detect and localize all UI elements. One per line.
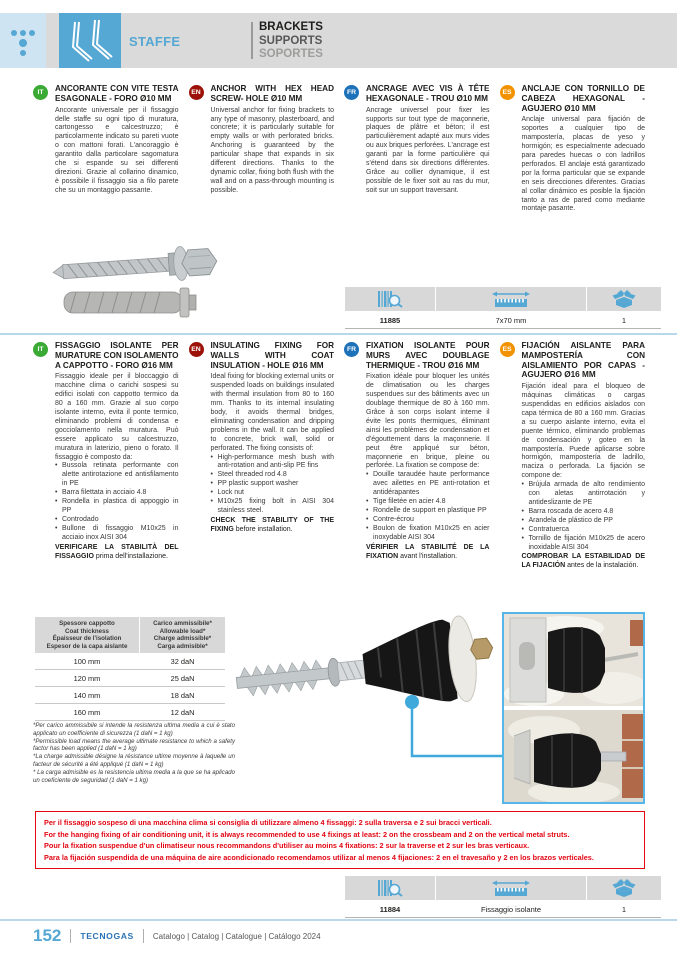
brand-logo-text: TECNOGAS xyxy=(80,931,134,941)
bullet-item: • Steel threaded rod 4.8 xyxy=(211,471,335,480)
product1-col-fr xyxy=(344,84,490,214)
warning-line: Para la fijación suspendida de una máquina de aire acondicionado recomendamos utilizar al menos 4 fijaciones: 2 en el travesaño y 2 en los brazos verticales. xyxy=(44,852,594,862)
section-divider xyxy=(0,333,677,335)
header-line: Espesor de la capa aislante xyxy=(46,642,128,650)
product2-title-it: FISSAGGIO ISOLANTE PER MURATURE CON ISOLAMENTO A CAPPOTTO - FORO Ø16 MM xyxy=(55,341,179,370)
product2-descriptions xyxy=(33,341,645,571)
product1-body-es: Anclaje universal para fijación de soportes a cualquier tipo de mampostería, placas de yeso y hormigón; es especialmente adecuado para paredes huecas o con ladrillos perforados. El anclaje está garantizado por la forma particular que se expande en seis direcciones diferentes. Gracias al collar dinámico es posible la fijación tanto a ras de pared como mediante montaje pasante. xyxy=(521,116,645,213)
package-icon xyxy=(587,876,661,900)
product1-size: 7x70 mm xyxy=(495,315,527,325)
footnote: *La charge admissible désigne la résistance ultime moyenne à laquelle un facteur de sécurité a été appliqué (1 daN = 1 kg) xyxy=(33,753,235,768)
installation-photos-box xyxy=(502,612,645,804)
product1-title-en: ANCHOR WITH HEX HEAD SCREW- HOLE Ø10 MM xyxy=(210,84,334,103)
load-table-row: 100 mm 32 daN xyxy=(35,653,225,670)
product2-bullets-it xyxy=(55,462,179,542)
footnote: *Per carico ammissibile si intende la resistenza ultima media a cui è stato applicato un coefficiente di sicurezza (1 daN = 1 kg) xyxy=(33,722,235,737)
load-table-footnotes xyxy=(33,722,235,784)
lang-badge-es: ES xyxy=(500,85,515,100)
bullet-item: • Barra roscada de acero 4.8 xyxy=(522,508,646,517)
warning-line: For the hanging fixing of air conditioning unit, it is always recommended to use 4 fixings at least: 2 on the crossbeam and 2 on the vertical metal struts. xyxy=(44,829,570,839)
bullet-item: • Tornillo de fijación M10x25 de acero inoxidable AISI 304 xyxy=(522,535,646,553)
dimensions-icon xyxy=(436,287,586,311)
bullet-item: • Bussola retinata performante con alette antirotazione ed antisfilamento in PE xyxy=(55,462,179,489)
bullet-item: • M10x25 fixing bolt in AISI 304 stainless steel. xyxy=(211,498,335,516)
barcode-icon xyxy=(345,876,435,900)
product1-descriptions xyxy=(33,84,645,214)
load-table-row: 140 mm 18 daN xyxy=(35,687,225,704)
header-line: Épaisseur de l'isolation xyxy=(52,635,122,643)
load-table-header-thickness xyxy=(35,617,139,653)
installation-photo-1 xyxy=(504,614,643,707)
load-table-header-load xyxy=(140,617,225,653)
product2-article-table xyxy=(345,876,661,918)
section-titles xyxy=(259,21,323,62)
product1-title-fr: ANCRAGE AVEC VIS À TÊTE HEXAGONALE - TROU Ø10 MM xyxy=(366,84,490,103)
product1-qty: 1 xyxy=(621,315,627,325)
bullet-item: • High-performance mesh bush with anti-rotation and anti-slip PE fins xyxy=(211,454,335,472)
product2-title-es: FIJACIÓN AISLANTE PARA MAMPOSTERÍA CON AISLAMIENTO POR CAPAS - AGUJERO Ø16 MM xyxy=(521,341,645,380)
footer-separator xyxy=(143,929,144,943)
header-line: Allowable load* xyxy=(159,627,206,635)
bullet-item: • Rondella in plastica di appoggio in PP xyxy=(55,498,179,516)
footer-catalog-text: Catalogo | Catalog | Catalogue | Catálogo 2024 xyxy=(152,931,321,941)
bullet-item: • Barra filettata in acciaio 4.8 xyxy=(55,489,179,498)
lang-badge-en: EN xyxy=(189,342,204,357)
footnote: * La carga admisible es la resistencia ultima media a la que se ha aplicado un coeficiente de seguridad (1 daN = 1 kg) xyxy=(33,768,235,784)
product2-bullets-es xyxy=(522,481,646,552)
callout-connector xyxy=(404,694,508,764)
header-line: Carga admisible* xyxy=(157,642,208,650)
bullet-item: • Tige filetée en acier 4.8 xyxy=(366,498,490,507)
footer-separator xyxy=(70,929,71,943)
header-line: Carico ammissibile* xyxy=(153,620,212,627)
page-number: 152 xyxy=(33,926,62,945)
product2-intro-it: Fissaggio ideale per il bloccaggio di macchine clima o carichi sospesi su edifici isolati con cappotto termico da 80 a 160 mm. Grazie al suo corpo isolante interno, evita il ponte termico, eliminando problemi di condensa e gocciolamento nella muratura. Può essere applicato su calcestruzzo, muratura in laterizio, pieno o forato. Il fissaggio è composto da: xyxy=(55,373,179,461)
product2-qty: 1 xyxy=(621,904,627,914)
header-band xyxy=(0,13,677,68)
footer-divider xyxy=(0,919,677,921)
product2-title-fr: FIXATION ISOLANTE POUR MURS AVEC DOUBLAGE THERMIQUE - TROU Ø16 MM xyxy=(366,341,490,370)
warning-line: Pour la fixation suspendue d'un climatiseur nous recommandons d'utiliser au moins 4 fixations: 2 sur la traverse et 2 sur les bras verticaux. xyxy=(44,841,530,850)
bullet-item: • Lock nut xyxy=(211,489,335,498)
product2-check-en: CHECK THE STABILITY OF THE FIXING before installation. xyxy=(210,516,334,533)
lang-badge-en: EN xyxy=(189,85,204,100)
header-line: Charge admissible* xyxy=(153,635,212,643)
product2-col-en xyxy=(189,341,335,571)
product2-bullets-en xyxy=(211,454,335,516)
brackets-icon xyxy=(59,13,121,68)
bullet-item: • Contratuerca xyxy=(522,526,646,535)
product1-photo-anchor-screw xyxy=(50,222,245,322)
product1-col-en xyxy=(189,84,335,214)
page-footer xyxy=(33,927,321,945)
warning-line: Per il fissaggio sospeso di una macchina clima si consiglia di utilizzare almeno 4 fissaggi: 2 sulla traversa e 2 sui bracci verticali. xyxy=(44,818,492,827)
lang-badge-fr: FR xyxy=(344,85,359,100)
product2-intro-en: Ideal fixing for blocking external units or suspended loads on buildings insulated with thermal insulation from 80 to 160 mm. Thanks to its internal insulating body, it avoids thermal bridges, eliminating condensation and dripping problems in the wall. It can be applied to concrete, brick wall, solid or perforated. The fixing consists of: xyxy=(210,373,334,452)
product2-size: Fissaggio isolante xyxy=(480,904,542,914)
section-title-es: SOPORTES xyxy=(259,48,323,60)
product1-col-it xyxy=(33,84,179,214)
bullet-item: • Brújula armada de alto rendimiento con aletas antirrotación y antideslizante de PE xyxy=(522,481,646,508)
bullet-item: • Rondelle de support en plastique PP xyxy=(366,507,490,516)
footnote: *Permissible load means the average ultimate resistance to which a safety factor has been applied (1 daN = 1 kg) xyxy=(33,737,235,753)
lang-badge-it: IT xyxy=(33,85,48,100)
product1-body-fr: Ancrage universel pour fixer les supports sur tout type de maçonnerie, plaques de plâtre et béton; il est particulièrement adapté aux murs vides ou aux briques perforées. L'ancrage est garanti par la forme particulière qui s'étend dans six directions différentes. Grâce au collier dynamique, il est possible de le fixer soit au ras du mur, soit sur un support traversant. xyxy=(366,106,490,194)
bullet-item: • PP plastic support washer xyxy=(211,480,335,489)
product2-check-it: VERIFICARE LA STABILITÀ DEL FISSAGGIO prima dell'installazione. xyxy=(55,543,179,560)
product2-col-it xyxy=(33,341,179,571)
warning-box xyxy=(35,811,645,869)
product2-code: 11884 xyxy=(379,904,401,914)
header-divider xyxy=(251,22,253,59)
header-line: Spessore cappotto xyxy=(59,620,115,627)
bullet-item: • Douille taraudée haute performance avec ailettes en PE anti-rotation et antidérapantes xyxy=(366,471,490,498)
product1-body-it: Ancorante universale per il fissaggio delle staffe su ogni tipo di muratura, cartongesso e calcestruzzo; è particolarmente indicato su pareti vuote o con mattoni forati. L'ancoraggio è garantito dalla particolare sagomatura che si espande su sei differenti direzioni. Grazie al collarino dinamico, è possibile il fissaggio sia a filo parete che su un montaggio passante. xyxy=(55,106,179,194)
dimensions-icon xyxy=(436,876,586,900)
product1-col-es xyxy=(500,84,646,214)
product2-col-es xyxy=(500,341,646,571)
bullet-item: • Boulon de fixation M10x25 en acier inoxydable AISI 304 xyxy=(366,525,490,543)
product2-bullets-fr xyxy=(366,471,490,542)
bullet-item: • Controdado xyxy=(55,516,179,525)
product2-col-fr xyxy=(344,341,490,571)
barcode-icon xyxy=(345,287,435,311)
product1-body-en: Universal anchor for fixing brackets to any type of masonry, plasterboard, and concrete; it is particularly suitable for empty walls or with perforated bricks. Anchoring is guaranteed by the particular shape that expands in six different directions. Thanks to the dynamic collar, fixing both flush with the wall and on a pass-through mounting is possible. xyxy=(210,106,334,194)
product1-article-table xyxy=(345,287,661,329)
category-label: STAFFE xyxy=(129,34,181,49)
lang-badge-it: IT xyxy=(33,342,48,357)
load-table-row: 160 mm 12 daN xyxy=(35,704,225,721)
product2-title-en: INSULATING FIXING FOR WALLS WITH COAT INSULATION - HOLE Ø16 MM xyxy=(210,341,334,370)
product2-intro-fr: Fixation idéale pour bloquer les unités de climatisation ou les charges suspendues sur des bâtiments avec un doublage thermique de 80 à 160 mm. Grâce à son corps isolant interne il évite les ponts thermiques, éliminant ainsi les problèmes de condensation et d'égouttement dans la maçonnerie. Il peut être appliqué sur béton, maçonnerie en brique, pleine ou perforée. La fixation se compose de: xyxy=(366,373,490,470)
product1-title-it: ANCORANTE CON VITE TESTA ESAGONALE - FORO Ø10 MM xyxy=(55,84,179,103)
tecnogas-dots-logo xyxy=(0,13,46,68)
bullet-item: • Contre-écrou xyxy=(366,516,490,525)
load-table-row: 120 mm 25 daN xyxy=(35,670,225,687)
section-title-fr: SUPPORTS xyxy=(259,34,323,47)
lang-badge-fr: FR xyxy=(344,342,359,357)
bullet-item: • Arandela de plástico de PP xyxy=(522,517,646,526)
allowable-load-table xyxy=(35,617,225,721)
product1-code: 11885 xyxy=(379,315,401,325)
installation-photo-2 xyxy=(504,710,643,803)
product2-check-es: COMPROBAR LA ESTABILIDAD DE LA FIJACIÓN antes de la instalación. xyxy=(521,553,645,570)
section-title-en: BRACKETS xyxy=(259,21,323,33)
product2-check-fr: VÉRIFIER LA STABILITÉ DE LA FIXATION avant l'installation. xyxy=(366,543,490,560)
header-line: Coat thickness xyxy=(64,627,109,635)
product2-intro-es: Fijación ideal para el bloqueo de máquinas climáticas o cargas suspendidas en edificios aislados con capa térmica de 80 a 160 mm. Gracias a su cuerpo aislante interno, evita el puente térmico, eliminando problemas de condensación y goteo en la mampostería. Puede aplicarse sobre hormigón, mampostería de ladrillo, maciza o perforada. La fijación se compone de: xyxy=(521,383,645,480)
product1-title-es: ANCLAJE CON TORNILLO DE CABEZA HEXAGONAL - AGUJERO Ø10 MM xyxy=(521,84,645,113)
package-icon xyxy=(587,287,661,311)
bullet-item: • Bullone di fissaggio M10x25 in acciaio inox AISI 304 xyxy=(55,525,179,543)
lang-badge-es: ES xyxy=(500,342,515,357)
